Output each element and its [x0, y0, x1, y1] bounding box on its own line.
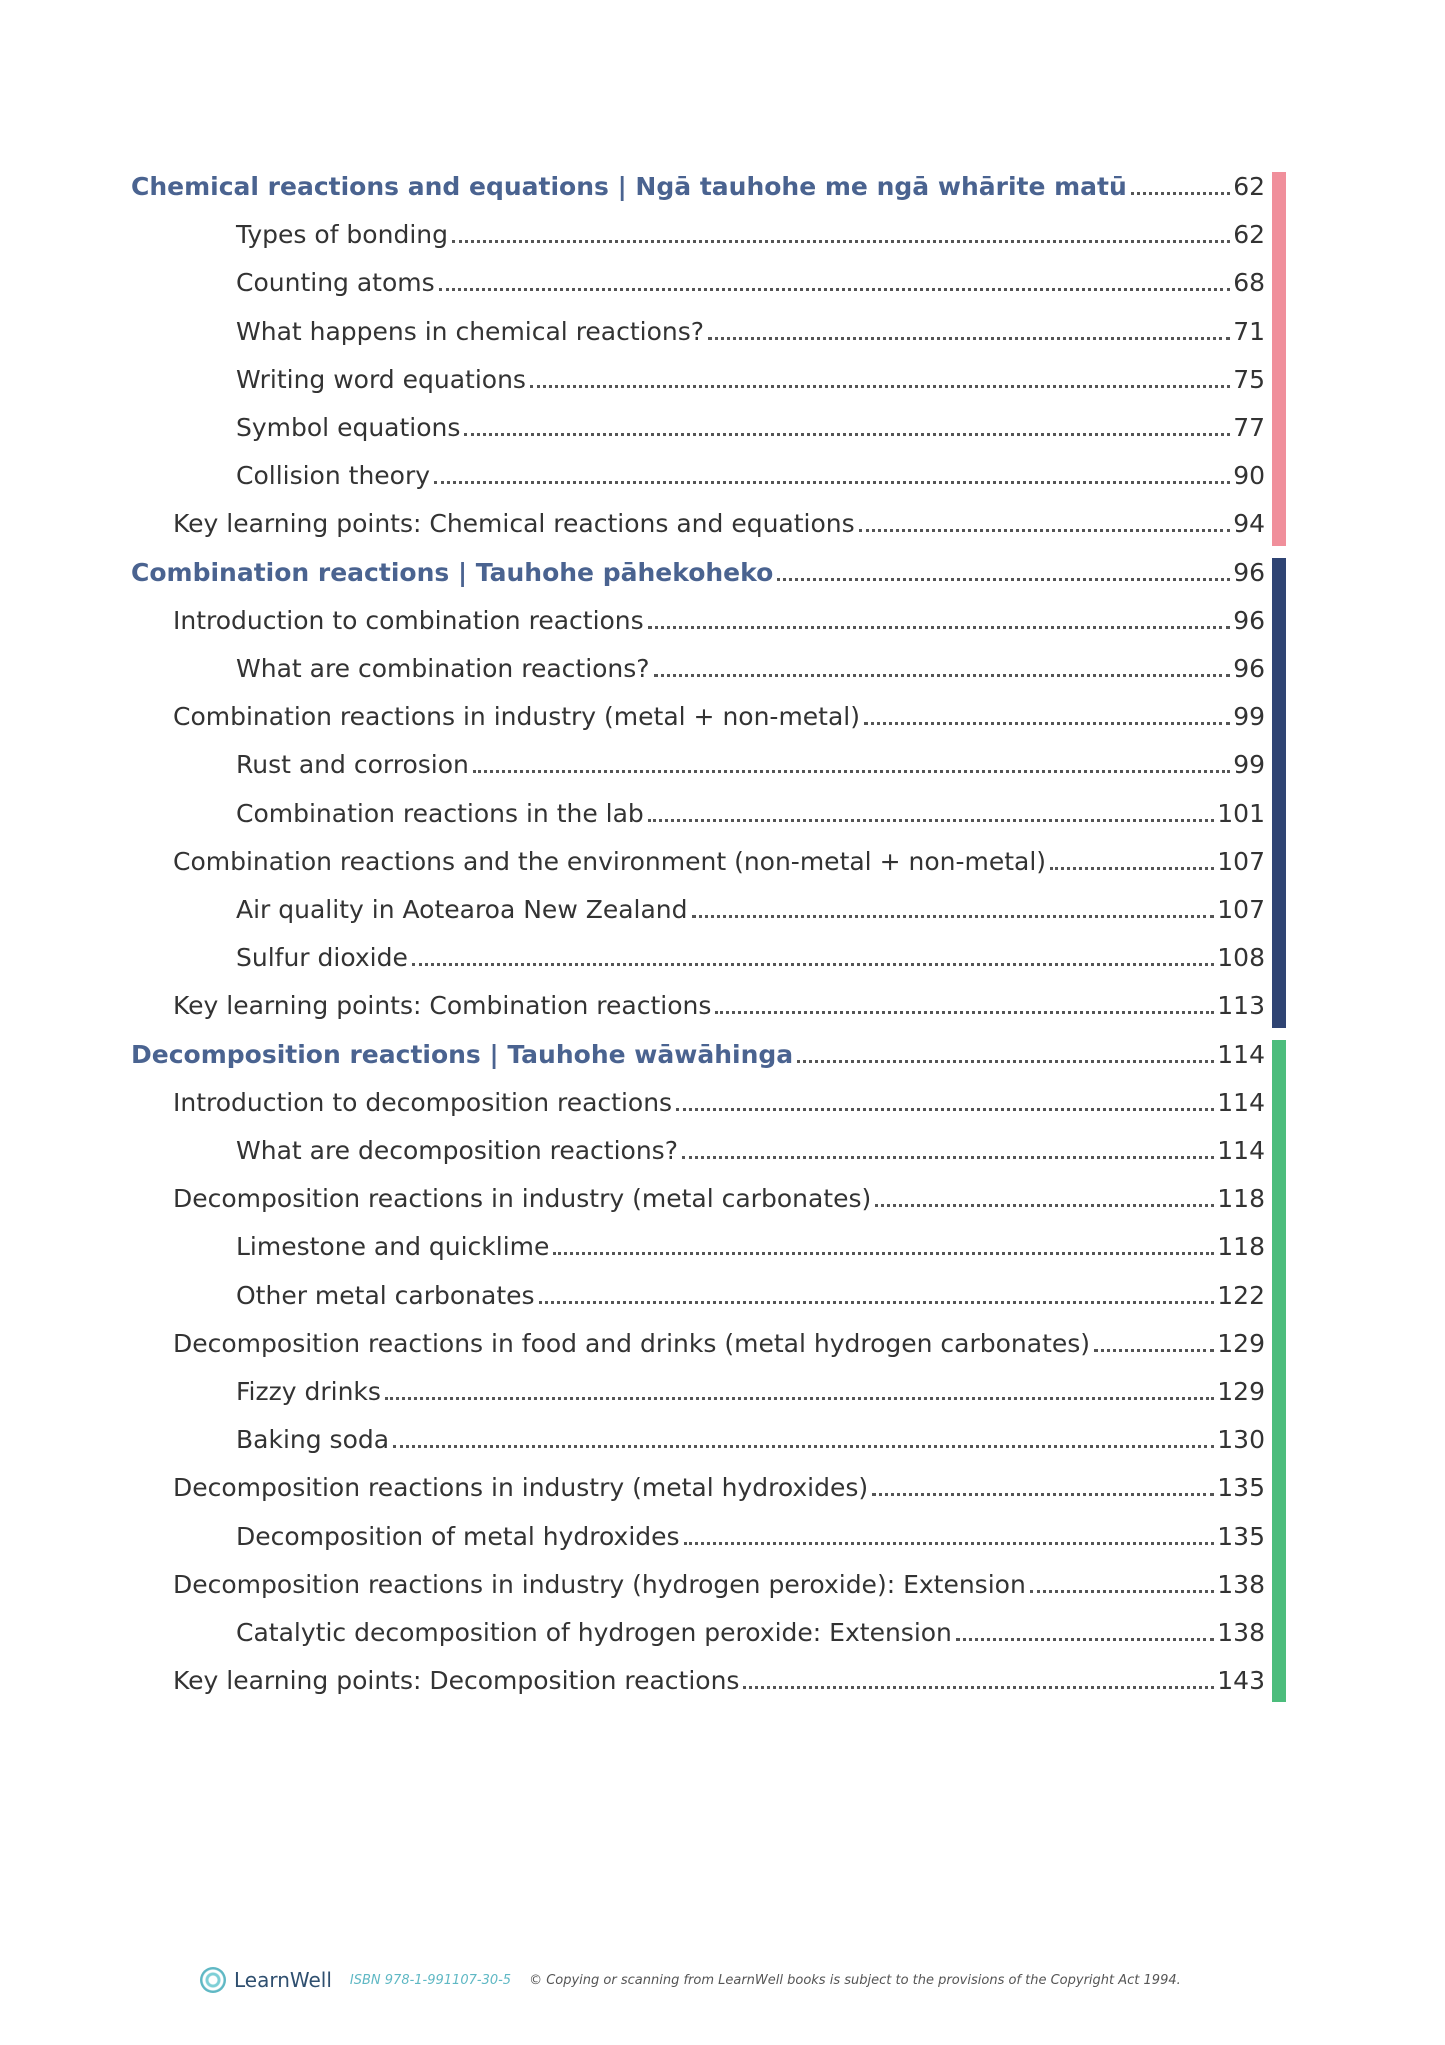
toc-entry[interactable] — [236, 208, 1265, 256]
dot-leader — [708, 337, 1230, 340]
toc-page-number: 90 — [1233, 461, 1265, 491]
toc-entry-title: Chemical reactions and equations | Ngā tauhohe me ngā whārite matū — [131, 172, 1127, 201]
dot-leader — [464, 433, 1230, 436]
toc-entry-title: Other metal carbonates — [236, 1280, 535, 1310]
toc-entry[interactable] — [173, 1317, 1265, 1365]
dot-leader — [553, 1252, 1214, 1255]
toc-page-number: 118 — [1217, 1232, 1265, 1262]
toc-entry-title: What happens in chemical reactions? — [236, 316, 705, 346]
toc-entry-title: Sulfur dioxide — [236, 943, 408, 973]
dot-leader — [434, 481, 1230, 484]
toc-entry-title: Key learning points: Decomposition reactions — [173, 1666, 740, 1696]
toc-entry-title: Catalytic decomposition of hydrogen peroxide: Extension — [236, 1618, 952, 1647]
dot-leader — [875, 1204, 1214, 1207]
toc-entry-title: Introduction to decomposition reactions — [173, 1087, 673, 1117]
toc-entry-title: Decomposition reactions | Tauhohe wāwāhinga — [131, 1039, 794, 1069]
toc-entry-title: Writing word equations — [236, 364, 526, 394]
toc-entry-title: Introduction to combination reactions — [173, 605, 644, 635]
toc-page-number: 122 — [1217, 1280, 1265, 1310]
toc-page-number: 62 — [1233, 172, 1265, 201]
toc-entry-title: Decomposition reactions in industry (metal carbonates) — [173, 1184, 872, 1214]
dot-leader — [393, 1445, 1214, 1448]
toc-page-number: 118 — [1217, 1184, 1265, 1214]
toc-entry-title: Combination reactions in the lab — [236, 798, 644, 828]
toc-entry[interactable] — [173, 1172, 1265, 1220]
dot-leader — [1131, 192, 1230, 195]
dot-leader — [777, 578, 1230, 581]
toc-entry-title: Decomposition of metal hydroxides — [236, 1521, 680, 1551]
toc-page-number: 101 — [1217, 798, 1265, 828]
dot-leader — [715, 1011, 1214, 1014]
toc-entry-title: Counting atoms — [236, 268, 435, 298]
dot-leader — [648, 626, 1231, 629]
toc-entry[interactable] — [236, 738, 1265, 786]
toc-page-number: 77 — [1233, 413, 1265, 442]
toc-entry[interactable] — [236, 256, 1265, 304]
toc-entry-title: Decomposition reactions in food and drinks (metal hydrogen carbonates) — [173, 1328, 1091, 1358]
toc-entry-title: Fizzy drinks — [236, 1377, 381, 1406]
toc-page-number: 96 — [1233, 557, 1265, 587]
toc-section-heading[interactable] — [131, 160, 1265, 208]
toc-entry[interactable] — [236, 931, 1265, 979]
dot-leader — [530, 385, 1230, 388]
dot-leader — [682, 1156, 1214, 1159]
dot-leader — [692, 915, 1215, 918]
toc-entry-title: Combination reactions and the environment (non-metal + non-metal) — [173, 846, 1047, 876]
toc-page-number: 62 — [1233, 220, 1265, 250]
dot-leader — [473, 770, 1230, 773]
toc-page-number: 108 — [1217, 943, 1265, 973]
toc-page-number: 96 — [1233, 654, 1265, 683]
toc-page-number: 130 — [1217, 1425, 1265, 1455]
toc-entry[interactable] — [236, 1365, 1265, 1413]
toc-page-number: 96 — [1233, 605, 1265, 635]
toc-entry-title: Types of bonding — [236, 220, 448, 250]
toc-entry[interactable] — [236, 1606, 1265, 1654]
toc-entry[interactable] — [173, 1076, 1265, 1124]
toc-page-number: 75 — [1233, 364, 1265, 394]
toc-page-number: 71 — [1233, 316, 1265, 346]
toc-page-number: 135 — [1217, 1521, 1265, 1551]
dot-leader — [1094, 1349, 1214, 1352]
dot-leader — [648, 819, 1214, 822]
brand-name: LearnWell — [234, 1968, 332, 1992]
dot-leader — [956, 1638, 1214, 1641]
toc-page-number: 143 — [1217, 1666, 1265, 1696]
copyright-notice: © Copying or scanning from LearnWell books is subject to the provisions of the Copyright Act 1994. — [529, 1972, 1181, 1988]
toc-entry[interactable] — [236, 1413, 1265, 1461]
dot-leader — [797, 1060, 1214, 1063]
toc-entry[interactable] — [236, 642, 1265, 690]
toc-page-number: 107 — [1217, 895, 1265, 924]
toc-entry[interactable] — [236, 353, 1265, 401]
toc-entry[interactable] — [173, 1654, 1265, 1702]
dot-leader — [452, 240, 1230, 243]
toc-page-number: 138 — [1217, 1569, 1265, 1599]
toc-entry-title: Combination reactions | Tauhohe pāhekoheko — [131, 557, 774, 587]
toc-page-number: 94 — [1233, 509, 1265, 539]
isbn-text: ISBN 978-1-991107-30-5 — [349, 1972, 512, 1988]
toc-entry-title: Air quality in Aotearoa New Zealand — [236, 895, 688, 924]
section-color-bar — [1272, 1040, 1286, 1703]
toc-entry-title: Limestone and quicklime — [236, 1232, 550, 1262]
toc-page-number: 129 — [1217, 1328, 1265, 1358]
section-color-bar — [1272, 172, 1286, 546]
dot-leader — [439, 288, 1231, 291]
toc-entry[interactable] — [173, 1558, 1265, 1606]
toc-entry-title: Collision theory — [236, 461, 431, 491]
toc-page-number: 107 — [1217, 846, 1265, 876]
toc-entry[interactable] — [173, 979, 1265, 1027]
dot-leader — [864, 722, 1230, 725]
toc-entry[interactable] — [236, 1124, 1265, 1172]
toc-page-number: 68 — [1233, 268, 1265, 298]
toc-entry-title: Combination reactions in industry (metal + non-metal) — [173, 702, 860, 732]
dot-leader — [412, 963, 1214, 966]
dot-leader — [872, 1493, 1214, 1496]
toc-entry[interactable] — [236, 449, 1265, 497]
toc-entry[interactable] — [236, 1269, 1265, 1317]
toc-entry[interactable] — [236, 883, 1265, 931]
toc-entry-title: What are decomposition reactions? — [236, 1136, 678, 1165]
dot-leader — [676, 1108, 1214, 1111]
toc-page-number: 129 — [1217, 1377, 1265, 1406]
toc-entry-title: Symbol equations — [236, 413, 461, 442]
section-color-bar — [1272, 558, 1286, 1028]
toc-entry[interactable] — [173, 690, 1265, 738]
toc-entry[interactable] — [173, 594, 1265, 642]
toc-page-number: 135 — [1217, 1473, 1265, 1503]
toc-entry-title: Rust and corrosion — [236, 750, 469, 780]
toc-entry-title: Key learning points: Chemical reactions and equations — [173, 509, 855, 539]
page-footer — [200, 1962, 1181, 1998]
toc-entry[interactable] — [236, 1220, 1265, 1268]
toc-entry-title: Key learning points: Combination reactions — [173, 991, 712, 1021]
toc-entry-title: What are combination reactions? — [236, 654, 650, 683]
dot-leader — [1050, 867, 1214, 870]
toc-entry[interactable] — [236, 401, 1265, 449]
toc-section-heading[interactable] — [131, 1028, 1265, 1076]
toc-page-number: 138 — [1217, 1618, 1265, 1647]
dot-leader — [654, 674, 1231, 677]
dot-leader — [859, 529, 1231, 532]
toc-page-number: 99 — [1233, 750, 1265, 780]
toc-entry[interactable] — [236, 787, 1265, 835]
dot-leader — [684, 1542, 1215, 1545]
toc-entry-title: Decomposition reactions in industry (hydrogen peroxide): Extension — [173, 1569, 1026, 1599]
toc-entry[interactable] — [173, 1461, 1265, 1509]
learnwell-swirl-icon — [200, 1967, 226, 1993]
toc-page-number: 99 — [1233, 702, 1265, 732]
dot-leader — [385, 1397, 1214, 1400]
dot-leader — [1030, 1590, 1214, 1593]
dot-leader — [743, 1686, 1214, 1689]
toc-entry[interactable] — [236, 1510, 1265, 1558]
toc-page-number: 113 — [1217, 991, 1265, 1021]
toc-page-number: 114 — [1217, 1039, 1265, 1069]
toc-page-number: 114 — [1217, 1087, 1265, 1117]
toc-section-heading[interactable] — [131, 546, 1265, 594]
toc-entry[interactable] — [173, 835, 1265, 883]
toc-entry[interactable] — [173, 497, 1265, 545]
toc-entry-title: Decomposition reactions in industry (metal hydroxides) — [173, 1473, 869, 1503]
toc-entry-title: Baking soda — [236, 1425, 390, 1455]
dot-leader — [539, 1301, 1215, 1304]
toc-page-number: 114 — [1217, 1136, 1265, 1165]
toc-entry[interactable] — [236, 305, 1265, 353]
